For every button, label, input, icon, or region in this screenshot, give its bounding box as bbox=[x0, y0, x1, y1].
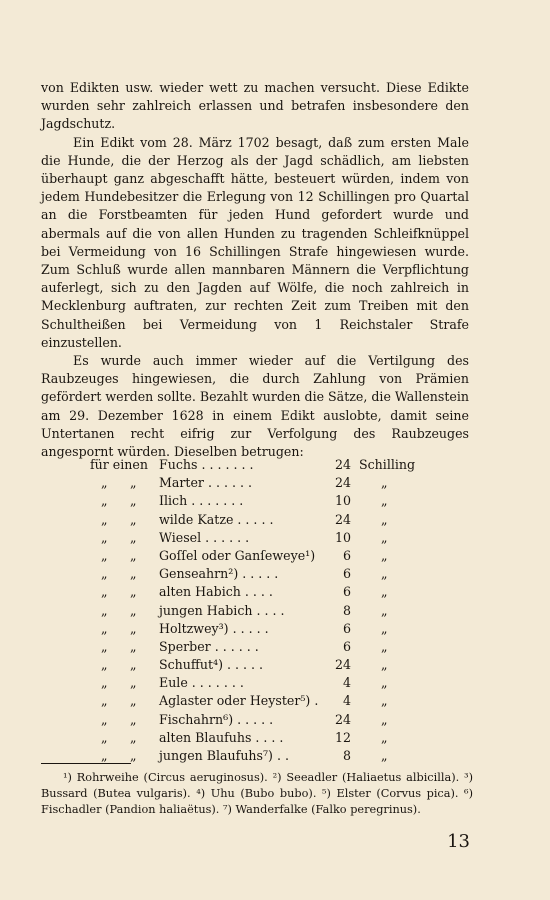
ditto-mark: „ bbox=[101, 529, 108, 545]
table-row bbox=[41, 656, 481, 674]
animal-name: Holtzwey³) . . . . . bbox=[159, 620, 269, 636]
table-row bbox=[41, 474, 481, 492]
ditto-mark: „ bbox=[381, 729, 388, 745]
ditto-mark: „ bbox=[130, 748, 137, 763]
paragraph: von Edikten usw. wieder wett zu machen versucht. Diese Edikte wurden sehr zahlreich erlassen und betrafen insbesondere den Jagdschutz. bbox=[41, 80, 469, 132]
animal-name: alten Blaufuhs . . . . bbox=[159, 729, 284, 745]
ditto-mark: „ bbox=[130, 566, 137, 582]
table-row bbox=[41, 547, 481, 565]
animal-name: jungen Blaufuhs⁷) . . bbox=[159, 748, 289, 763]
animal-name: Eule . . . . . . . bbox=[159, 675, 244, 691]
table-row bbox=[41, 529, 481, 547]
ditto-mark: „ bbox=[381, 602, 388, 618]
bounty-amount: 10 bbox=[334, 529, 351, 545]
bounty-amount: 12 bbox=[334, 729, 351, 745]
ditto-mark: „ bbox=[130, 729, 137, 745]
table-row bbox=[41, 456, 481, 474]
bounty-amount: 6 bbox=[342, 547, 351, 563]
bounty-amount: 10 bbox=[334, 493, 351, 509]
table-row bbox=[41, 511, 481, 529]
ditto-mark: „ bbox=[101, 566, 108, 582]
ditto-mark: „ bbox=[381, 638, 388, 654]
animal-name: alten Habich . . . . bbox=[159, 584, 273, 600]
footnotes bbox=[41, 770, 473, 818]
ditto-mark: „ bbox=[130, 547, 137, 563]
animal-name: jungen Habich . . . . bbox=[159, 602, 285, 618]
ditto-mark: „ bbox=[381, 547, 388, 563]
animal-name: Marter . . . . . . bbox=[159, 475, 252, 491]
animal-name: Genseahrn²) . . . . . bbox=[159, 566, 279, 582]
bounty-amount: 24 bbox=[334, 657, 351, 673]
ditto-mark: „ bbox=[101, 748, 108, 763]
ditto-mark: „ bbox=[381, 620, 388, 636]
ditto-mark: „ bbox=[381, 711, 388, 727]
ditto-mark: „ bbox=[101, 584, 108, 600]
bounty-amount: 4 bbox=[342, 693, 351, 709]
ditto-mark: „ bbox=[130, 529, 137, 545]
ditto-mark: „ bbox=[381, 566, 388, 582]
animal-name: Goſſel oder Ganſeweye¹) bbox=[159, 547, 316, 563]
table-row bbox=[41, 602, 481, 620]
table-row bbox=[41, 638, 481, 656]
bounty-amount: 6 bbox=[342, 638, 351, 654]
bounty-amount: 6 bbox=[342, 584, 351, 600]
bounty-amount: 24 bbox=[334, 475, 351, 491]
bounty-amount: 4 bbox=[342, 675, 351, 691]
table-row bbox=[41, 565, 481, 583]
currency-unit: Schilling bbox=[359, 457, 416, 472]
animal-name: Sperber . . . . . . bbox=[159, 638, 259, 654]
animal-name: Schuffut⁴) . . . . . bbox=[159, 657, 264, 673]
paragraph: Es wurde auch immer wieder auf die Vertilgung des Raubzeuges hingewiesen, die durch Zahlung von Prämien gefördert werden sollte. Bezahlt wurden die Sätze, die Wallenstein am 29. Dezember 1628 in einem Edikt auslobte, damit seine Untertanen recht eifrig zur Verfolgung des Raubzeuges angespornt würden. Dieselben betrugen: bbox=[41, 353, 469, 460]
ditto-mark: „ bbox=[101, 620, 108, 636]
table-row bbox=[41, 692, 481, 710]
table-row bbox=[41, 711, 481, 729]
ditto-mark: „ bbox=[130, 511, 137, 527]
ditto-mark: „ bbox=[130, 602, 137, 618]
animal-name: Fischahrn⁶) . . . . . bbox=[159, 711, 274, 727]
ditto-mark: „ bbox=[101, 729, 108, 745]
ditto-mark: „ bbox=[381, 675, 388, 691]
ditto-mark: „ bbox=[101, 602, 108, 618]
table-row bbox=[41, 620, 481, 638]
footnote-text: ¹) Rohrweihe (Circus aeruginosus). ²) Seeadler (Haliaetus albicilla). ³) Bussard (Butea vulgaris). ⁴) Uhu (Bubo bubo). ⁵) Elster (Corvus pica). ⁶) Fischadler (Pandion haliaëtus). ⁷) Wanderfalke (Falko peregrinus). bbox=[41, 771, 473, 816]
bounty-amount: 8 bbox=[342, 748, 351, 763]
ditto-mark: „ bbox=[381, 584, 388, 600]
ditto-mark: „ bbox=[381, 529, 388, 545]
ditto-mark: „ bbox=[381, 657, 388, 673]
bounty-amount: 24 bbox=[334, 711, 351, 727]
paragraph: Ein Edikt vom 28. März 1702 besagt, daß zum ersten Male die Hunde, die der Herzog als der Jagd schädlich, am liebsten überhaupt ganz abgeschafft hätte, besteuert würden, indem von jedem Hundebesitzer die Erlegung von 12 Schillingen pro Quartal an die Forstbeamten für jeden Hund gefordert wurde und abermals auf die von allen Hunden zu tragenden Schleifknüppel bei Vermeidung von 16 Schillingen Strafe hingewiesen wurde. Zum Schluß wurde allen mannbaren Männern die Verpflichtung auferlegt, sich zu den Jagden auf Wölfe, die noch zahlreich in Mecklenburg auftraten, zur rechten Zeit zum Treiben mit den Schultheißen bei Vermeidung von 1 Reichstaler Strafe einzustellen. bbox=[41, 134, 469, 350]
table-row bbox=[41, 583, 481, 601]
ditto-mark: „ bbox=[381, 475, 388, 491]
animal-name: Aglaster oder Heyster⁵) . bbox=[159, 693, 319, 709]
row-prefix: für einen bbox=[90, 457, 148, 472]
ditto-mark: „ bbox=[130, 584, 137, 600]
animal-name: Wiesel . . . . . . bbox=[159, 529, 250, 545]
ditto-mark: „ bbox=[101, 638, 108, 654]
ditto-mark: „ bbox=[101, 693, 108, 709]
ditto-mark: „ bbox=[101, 711, 108, 727]
animal-name: wilde Katze . . . . . bbox=[159, 511, 274, 527]
animal-name: Ilich . . . . . . . bbox=[159, 493, 244, 509]
ditto-mark: „ bbox=[130, 638, 137, 654]
ditto-mark: „ bbox=[101, 675, 108, 691]
bounty-amount: 8 bbox=[342, 602, 351, 618]
ditto-mark: „ bbox=[130, 493, 137, 509]
ditto-mark: „ bbox=[101, 475, 108, 491]
body-text bbox=[41, 79, 469, 461]
bounty-amount: 24 bbox=[334, 457, 351, 472]
ditto-mark: „ bbox=[130, 675, 137, 691]
animal-name: Fuchs . . . . . . . bbox=[159, 457, 254, 472]
ditto-mark: „ bbox=[381, 511, 388, 527]
ditto-mark: „ bbox=[101, 511, 108, 527]
table-row bbox=[41, 729, 481, 747]
ditto-mark: „ bbox=[381, 693, 388, 709]
bounty-amount: 24 bbox=[334, 511, 351, 527]
ditto-mark: „ bbox=[101, 493, 108, 509]
bounty-amount: 6 bbox=[342, 566, 351, 582]
ditto-mark: „ bbox=[381, 748, 388, 763]
bounty-table bbox=[41, 456, 481, 765]
table-row bbox=[41, 674, 481, 692]
ditto-mark: „ bbox=[130, 620, 137, 636]
bounty-amount: 6 bbox=[342, 620, 351, 636]
ditto-mark: „ bbox=[101, 547, 108, 563]
page-number: 13 bbox=[447, 831, 470, 852]
ditto-mark: „ bbox=[130, 475, 137, 491]
table-row bbox=[41, 492, 481, 510]
ditto-mark: „ bbox=[381, 493, 388, 509]
ditto-mark: „ bbox=[130, 657, 137, 673]
footnote-rule bbox=[41, 763, 131, 764]
ditto-mark: „ bbox=[130, 711, 137, 727]
ditto-mark: „ bbox=[130, 693, 137, 709]
ditto-mark: „ bbox=[101, 657, 108, 673]
